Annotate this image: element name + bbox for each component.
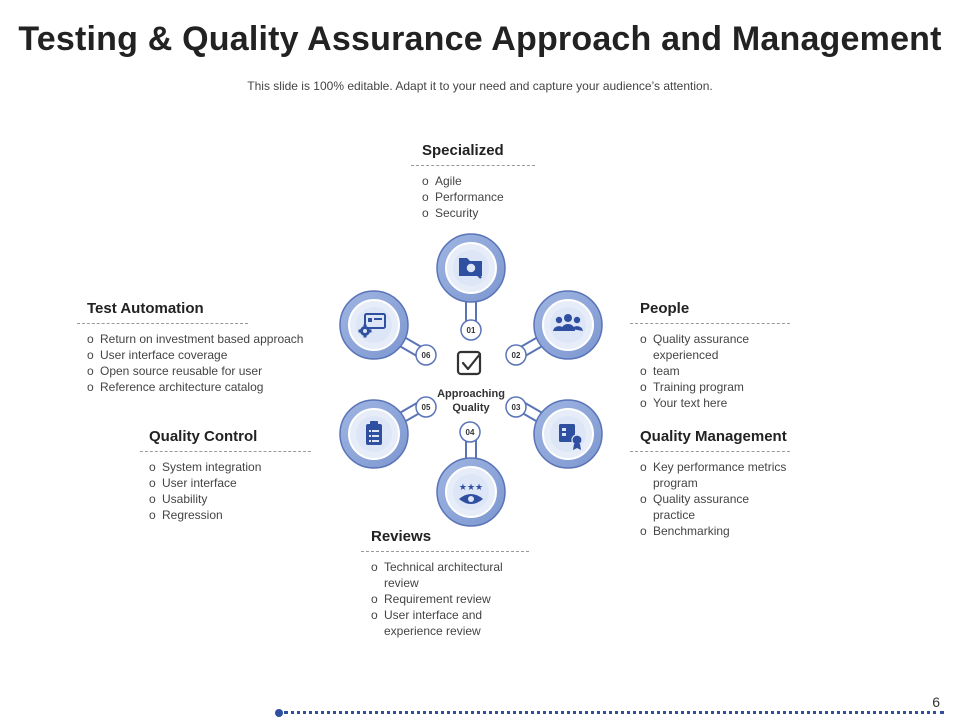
node-05 [340, 400, 408, 468]
section-quality-management-list [630, 459, 790, 539]
section-reviews-list [361, 559, 529, 639]
list-item: o Return on investment based approach [87, 331, 337, 347]
badge-06 [416, 345, 436, 365]
section-quality-control-list [140, 459, 311, 523]
list-item: o Open source reusable for user [87, 363, 337, 379]
section-specialized-heading: Specialized [411, 142, 535, 166]
node-03 [534, 400, 602, 468]
badge-04 [460, 422, 480, 442]
section-reviews-heading: Reviews [361, 528, 529, 552]
section-quality-control-heading: Quality Control [140, 428, 311, 452]
page-title: Testing & Quality Assurance Approach and Management [18, 20, 942, 58]
center-label-line2: Quality [452, 402, 490, 414]
section-test-automation [77, 300, 304, 395]
section-test-automation-list [77, 331, 337, 395]
badge-06-label: 06 [421, 351, 431, 360]
badge-01-label: 01 [466, 326, 476, 335]
section-specialized-list [411, 173, 535, 221]
checkbox-icon [458, 352, 480, 374]
list-item: o Key performance metrics program [640, 459, 790, 491]
list-item-continuation-text: team [653, 364, 680, 378]
list-item: o Agile [422, 173, 535, 189]
list-item: o Security [422, 205, 535, 221]
section-people-list [630, 331, 790, 411]
section-quality-management [630, 428, 790, 539]
center-label [420, 387, 522, 415]
clipboard-list-icon [366, 421, 382, 445]
list-item: o Requirement review [371, 591, 529, 607]
list-item: o Quality assurance practice [640, 491, 790, 523]
section-people-heading: People [630, 300, 790, 324]
list-item: o User interface [149, 475, 311, 491]
page-number: 6 [932, 694, 940, 710]
section-quality-management-heading: Quality Management [630, 428, 790, 452]
badge-04-label: 04 [465, 428, 475, 437]
list-item: o Quality assurance experienced [640, 331, 790, 363]
svg-text:★★★: ★★★ [458, 483, 484, 493]
section-quality-control [140, 428, 311, 523]
list-item: o Performance [422, 189, 535, 205]
node-04 [437, 458, 505, 526]
list-item: o Technical architectural review [371, 559, 529, 591]
badge-05-label: 05 [421, 403, 431, 412]
list-item-continuation [640, 363, 790, 379]
badge-02-label: 02 [511, 351, 521, 360]
list-item: o Your text here [640, 395, 790, 411]
list-item: o Reference architecture catalog [87, 379, 337, 395]
section-reviews [361, 528, 529, 639]
badge-02 [506, 345, 526, 365]
node-06 [340, 291, 408, 359]
footer-dot [275, 709, 283, 717]
section-people [630, 300, 790, 411]
list-item: o Benchmarking [640, 523, 790, 539]
node-01 [437, 234, 505, 302]
list-item: o Usability [149, 491, 311, 507]
folder-search-icon [459, 258, 482, 278]
list-item: o Training program [640, 379, 790, 395]
section-test-automation-heading: Test Automation [77, 300, 248, 324]
list-item: o User interface coverage [87, 347, 337, 363]
list-item: o System integration [149, 459, 311, 475]
badge-01 [461, 320, 481, 340]
page-subtitle: This slide is 100% editable. Adapt it to your need and capture your audience’s attention. [247, 79, 713, 93]
section-specialized [411, 142, 535, 221]
list-item: o Regression [149, 507, 311, 523]
badge-03-label: 03 [511, 403, 521, 412]
node-02 [534, 291, 602, 359]
list-item: o User interface and experience review [371, 607, 529, 639]
footer-dotted-line [284, 711, 944, 714]
center-label-line1: Approaching [437, 388, 505, 400]
